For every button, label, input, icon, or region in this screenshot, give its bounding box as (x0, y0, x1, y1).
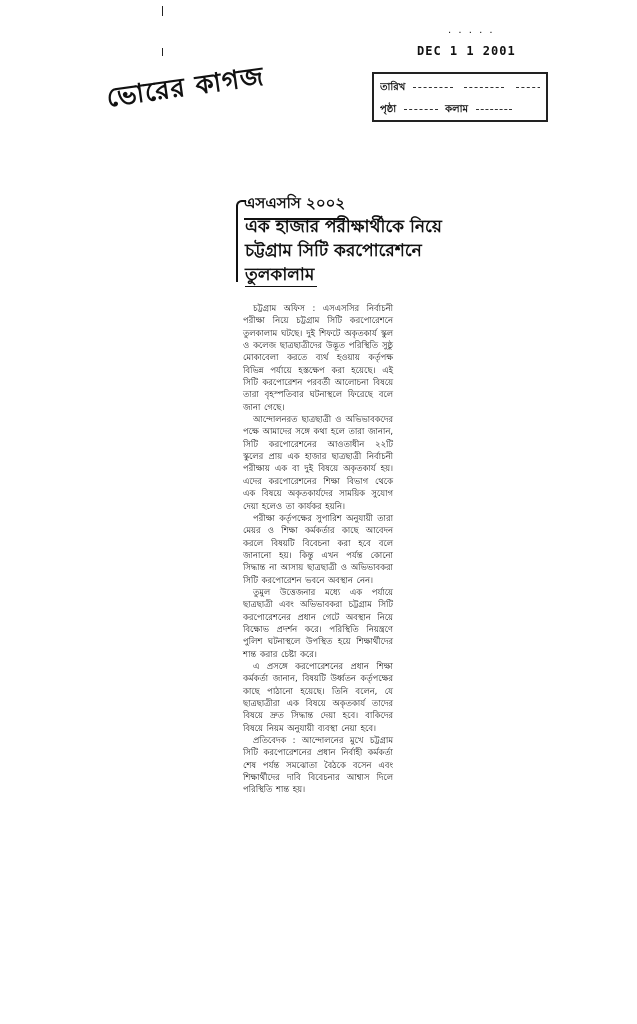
margin-tick-middle (162, 48, 163, 56)
ref-dash (404, 109, 438, 110)
ref-dash (476, 109, 512, 110)
ref-dash (464, 87, 504, 88)
article-paragraph: এ প্রসঙ্গে করপোরেশনের প্রধান শিক্ষা কর্মকর্তা জানান, বিষয়টি উর্ধ্বতন কর্তৃপক্ষের কাছে পাঠানো হয়েছে। তিনি বলেন, যে ছাত্রছাত্রীরা এক বিষয়ে অকৃতকার্য তাদের বিষয়ে দ্রুত সিদ্ধান্ত দেয়া হবে। বাকিদের বিষয়ে নিয়ম অনুযায়ী ব্যবস্থা নেয়া হবে। (243, 660, 393, 733)
article-paragraph: পরীক্ষা কর্তৃপক্ষের সুপারিশ অনুযায়ী তারা মেয়র ও শিক্ষা কর্মকর্তার কাছে আবেদন করলে বিষয়টি বিবেচনা করা হবে বলে জানানো হয়। কিন্তু এখন পর্যন্ত কোনো সিদ্ধান্ত না আসায় ছাত্রছাত্রী ও অভিভাবকরা সিটি করপোরেশন ভবনে অবস্থান নেন। (243, 512, 393, 585)
ref-column-label: কলাম (445, 104, 469, 115)
article-paragraph: আন্দোলনরত ছাত্রছাত্রী ও অভিভাবকদের পক্ষে আমাদের সঙ্গে কথা হলে তারা জানান, সিটি করপোরেশনের আওতাধীন ২২টি স্কুলের প্রায় এক হাজার ছাত্রছাত্রী নির্বাচনী পরীক্ষায় এক বা দুই বিষয়ে অকৃতকার্য হয়। এদের করপোরেশনের শিক্ষা বিভাগ থেকে এক বিষয়ে অকৃতকার্যদের সাময়িক সুযোগ দেয়া হলেও তা কার্যকর হয়নি। (243, 414, 393, 511)
reference-box (372, 72, 548, 122)
article-kicker: এসএসসি ২০০২ (244, 192, 345, 220)
date-stamp: DEC 1 1 2001 (417, 44, 516, 58)
ref-dash (413, 87, 453, 88)
article-paragraph: প্রতিবেদক : আন্দোলনের মুখে চট্টগ্রাম সিটি করপোরেশনের প্রধান নির্বাহী কর্মকর্তা শেষ পর্যন্ত সমঝোতা বৈঠকে বসেন এবং শিক্ষার্থীদের দাবি বিবেচনার আশ্বাস দিলে পরিস্থিতি শান্ত হয়। (243, 735, 393, 795)
headline-line-2: চট্টগ্রাম সিটি করপোরেশনে (245, 241, 422, 261)
headline-underline (245, 286, 317, 287)
ref-dash (516, 87, 540, 88)
ref-row-date (380, 80, 540, 97)
ref-date-label: তারিখ (380, 82, 406, 93)
margin-tick-top (162, 6, 163, 16)
stamp-dots: · · · · · (448, 28, 495, 39)
article-body (243, 302, 393, 796)
article-paragraph: চট্টগ্রাম অফিস : এসএসসির নির্বাচনী পরীক্ষা নিয়ে চট্টগ্রাম সিটি করপোরেশনে তুলকালাম ঘটছে। দুই শিফটে অকৃতকার্য স্কুল ও কলেজ ছাত্রছাত্রীদের উদ্ভূত পরিস্থিতি সুষ্ঠু মোকাবেলা করতে ব্যর্থ হওয়ায় কর্তৃপক্ষ বিভিন্ন পর্যায়ে হস্তক্ষেপ করা হয়েছে। এই সিটি করপোরেশন পরবর্তী আলোচনা বিষয়ে তারা বৃহস্পতিবার ঘটনাস্থলে ফিরেছে বলে জানা গেছে। (243, 303, 393, 412)
ref-page-label: পৃষ্ঠা (380, 104, 397, 115)
article-paragraph: তুমুল উত্তেজনার মধ্যে এক পর্যায়ে ছাত্রছাত্রী এবং অভিভাবকরা চট্টগ্রাম সিটি করপোরেশনের প্রধান গেটে অবস্থান নিয়ে বিক্ষোভ প্রদর্শন করে। পরিস্থিতি নিয়ন্ত্রণে পুলিশ ঘটনাস্থলে উপস্থিত হয়ে শিক্ষার্থীদের শান্ত করার চেষ্টা করে। (243, 586, 393, 659)
newspaper-masthead: ভোরের কাগজ (104, 61, 267, 114)
ref-row-page (380, 102, 540, 119)
headline-line-1: এক হাজার পরীক্ষার্থীকে নিয়ে (245, 217, 442, 237)
headline-line-3: তুলকালাম (245, 265, 315, 285)
